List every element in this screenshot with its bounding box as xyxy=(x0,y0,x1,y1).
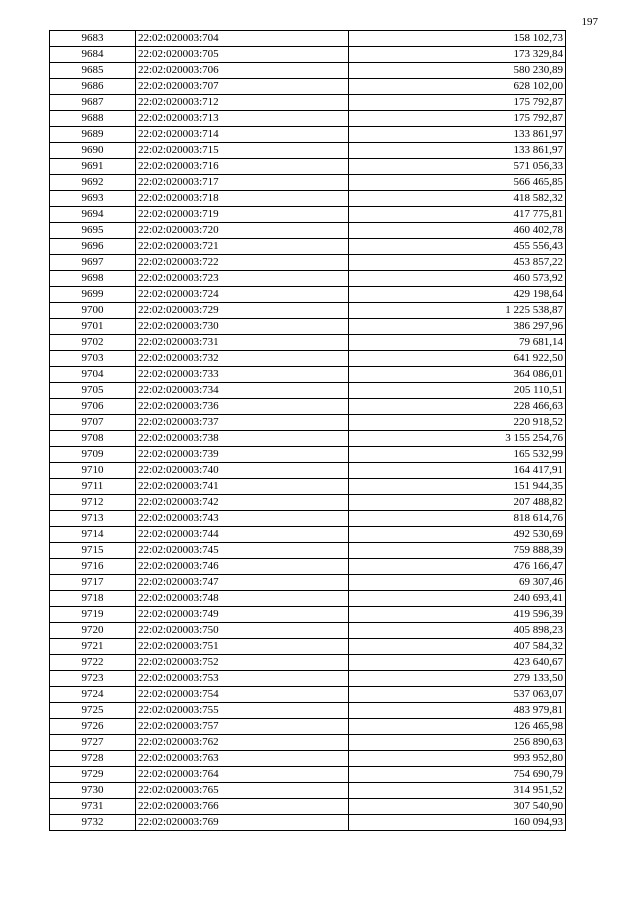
row-number-cell: 9699 xyxy=(50,287,136,303)
table-row xyxy=(50,383,566,399)
cadastral-value-cell: 160 094,93 xyxy=(349,815,566,831)
cadastral-value-cell: 175 792,87 xyxy=(349,95,566,111)
cadastral-number-cell: 22:02:020003:749 xyxy=(136,607,349,623)
row-number-cell: 9686 xyxy=(50,79,136,95)
cadastral-value-cell: 3 155 254,76 xyxy=(349,431,566,447)
row-number-cell: 9703 xyxy=(50,351,136,367)
cadastral-number-cell: 22:02:020003:730 xyxy=(136,319,349,335)
cadastral-number-cell: 22:02:020003:729 xyxy=(136,303,349,319)
row-number-cell: 9730 xyxy=(50,783,136,799)
cadastral-number-cell: 22:02:020003:722 xyxy=(136,255,349,271)
row-number-cell: 9707 xyxy=(50,415,136,431)
cadastral-value-cell: 69 307,46 xyxy=(349,575,566,591)
cadastral-number-cell: 22:02:020003:736 xyxy=(136,399,349,415)
cadastral-number-cell: 22:02:020003:731 xyxy=(136,335,349,351)
cadastral-number-cell: 22:02:020003:732 xyxy=(136,351,349,367)
row-number-cell: 9702 xyxy=(50,335,136,351)
row-number-cell: 9713 xyxy=(50,511,136,527)
cadastral-value-cell: 423 640,67 xyxy=(349,655,566,671)
row-number-cell: 9729 xyxy=(50,767,136,783)
cadastral-value-cell: 1 225 538,87 xyxy=(349,303,566,319)
table-row xyxy=(50,799,566,815)
cadastral-value-cell: 993 952,80 xyxy=(349,751,566,767)
table-row xyxy=(50,79,566,95)
cadastral-number-cell: 22:02:020003:714 xyxy=(136,127,349,143)
row-number-cell: 9724 xyxy=(50,687,136,703)
cadastral-value-cell: 483 979,81 xyxy=(349,703,566,719)
cadastral-number-cell: 22:02:020003:721 xyxy=(136,239,349,255)
row-number-cell: 9714 xyxy=(50,527,136,543)
cadastral-value-cell: 628 102,00 xyxy=(349,79,566,95)
row-number-cell: 9693 xyxy=(50,191,136,207)
table-row xyxy=(50,703,566,719)
row-number-cell: 9711 xyxy=(50,479,136,495)
row-number-cell: 9727 xyxy=(50,735,136,751)
cadastral-number-cell: 22:02:020003:739 xyxy=(136,447,349,463)
cadastral-value-cell: 133 861,97 xyxy=(349,143,566,159)
cadastral-value-cell: 364 086,01 xyxy=(349,367,566,383)
cadastral-value-cell: 256 890,63 xyxy=(349,735,566,751)
table-row xyxy=(50,559,566,575)
cadastral-number-cell: 22:02:020003:743 xyxy=(136,511,349,527)
cadastral-value-cell: 314 951,52 xyxy=(349,783,566,799)
cadastral-number-cell: 22:02:020003:719 xyxy=(136,207,349,223)
cadastral-number-cell: 22:02:020003:763 xyxy=(136,751,349,767)
table-row xyxy=(50,719,566,735)
row-number-cell: 9718 xyxy=(50,591,136,607)
table-row xyxy=(50,303,566,319)
cadastral-number-cell: 22:02:020003:742 xyxy=(136,495,349,511)
table-row xyxy=(50,735,566,751)
page-number: 197 xyxy=(581,16,598,28)
table-row xyxy=(50,367,566,383)
table-row xyxy=(50,607,566,623)
cadastral-value-cell: 220 918,52 xyxy=(349,415,566,431)
table-row xyxy=(50,287,566,303)
cadastral-value-cell: 228 466,63 xyxy=(349,399,566,415)
cadastral-value-cell: 460 402,78 xyxy=(349,223,566,239)
row-number-cell: 9725 xyxy=(50,703,136,719)
cadastral-value-cell: 407 584,32 xyxy=(349,639,566,655)
row-number-cell: 9712 xyxy=(50,495,136,511)
cadastral-value-cell: 279 133,50 xyxy=(349,671,566,687)
cadastral-number-cell: 22:02:020003:746 xyxy=(136,559,349,575)
table-row xyxy=(50,511,566,527)
table-body xyxy=(50,31,566,831)
cadastral-number-cell: 22:02:020003:751 xyxy=(136,639,349,655)
row-number-cell: 9728 xyxy=(50,751,136,767)
cadastral-number-cell: 22:02:020003:737 xyxy=(136,415,349,431)
row-number-cell: 9692 xyxy=(50,175,136,191)
cadastral-number-cell: 22:02:020003:740 xyxy=(136,463,349,479)
row-number-cell: 9704 xyxy=(50,367,136,383)
table-row xyxy=(50,751,566,767)
row-number-cell: 9717 xyxy=(50,575,136,591)
cadastral-number-cell: 22:02:020003:752 xyxy=(136,655,349,671)
cadastral-number-cell: 22:02:020003:718 xyxy=(136,191,349,207)
cadastral-number-cell: 22:02:020003:713 xyxy=(136,111,349,127)
row-number-cell: 9690 xyxy=(50,143,136,159)
cadastral-value-cell: 175 792,87 xyxy=(349,111,566,127)
cadastral-number-cell: 22:02:020003:715 xyxy=(136,143,349,159)
row-number-cell: 9716 xyxy=(50,559,136,575)
cadastral-value-cell: 419 596,39 xyxy=(349,607,566,623)
cadastral-number-cell: 22:02:020003:754 xyxy=(136,687,349,703)
cadastral-number-cell: 22:02:020003:741 xyxy=(136,479,349,495)
cadastral-value-cell: 165 532,99 xyxy=(349,447,566,463)
row-number-cell: 9721 xyxy=(50,639,136,655)
table-row xyxy=(50,767,566,783)
cadastral-number-cell: 22:02:020003:744 xyxy=(136,527,349,543)
table-row xyxy=(50,239,566,255)
table-row xyxy=(50,111,566,127)
table-row xyxy=(50,159,566,175)
cadastral-value-cell: 405 898,23 xyxy=(349,623,566,639)
cadastral-number-cell: 22:02:020003:704 xyxy=(136,31,349,47)
cadastral-number-cell: 22:02:020003:707 xyxy=(136,79,349,95)
cadastral-number-cell: 22:02:020003:755 xyxy=(136,703,349,719)
cadastral-number-cell: 22:02:020003:748 xyxy=(136,591,349,607)
cadastral-number-cell: 22:02:020003:734 xyxy=(136,383,349,399)
row-number-cell: 9720 xyxy=(50,623,136,639)
cadastral-number-cell: 22:02:020003:769 xyxy=(136,815,349,831)
cadastral-number-cell: 22:02:020003:705 xyxy=(136,47,349,63)
cadastral-value-cell: 126 465,98 xyxy=(349,719,566,735)
table-row xyxy=(50,271,566,287)
table-row xyxy=(50,319,566,335)
cadastral-value-cell: 476 166,47 xyxy=(349,559,566,575)
cadastral-number-cell: 22:02:020003:712 xyxy=(136,95,349,111)
cadastral-value-cell: 173 329,84 xyxy=(349,47,566,63)
cadastral-number-cell: 22:02:020003:720 xyxy=(136,223,349,239)
table-row xyxy=(50,591,566,607)
table-row xyxy=(50,495,566,511)
row-number-cell: 9688 xyxy=(50,111,136,127)
table-row xyxy=(50,95,566,111)
table-row xyxy=(50,47,566,63)
table-row xyxy=(50,687,566,703)
table-row xyxy=(50,575,566,591)
table-row xyxy=(50,415,566,431)
row-number-cell: 9696 xyxy=(50,239,136,255)
row-number-cell: 9705 xyxy=(50,383,136,399)
cadastral-number-cell: 22:02:020003:762 xyxy=(136,735,349,751)
table-row xyxy=(50,623,566,639)
table-row xyxy=(50,783,566,799)
cadastral-value-cell: 455 556,43 xyxy=(349,239,566,255)
row-number-cell: 9706 xyxy=(50,399,136,415)
table-row xyxy=(50,31,566,47)
cadastral-number-cell: 22:02:020003:717 xyxy=(136,175,349,191)
table-row xyxy=(50,143,566,159)
cadastral-number-cell: 22:02:020003:765 xyxy=(136,783,349,799)
row-number-cell: 9700 xyxy=(50,303,136,319)
cadastral-number-cell: 22:02:020003:745 xyxy=(136,543,349,559)
table-row xyxy=(50,655,566,671)
cadastral-number-cell: 22:02:020003:766 xyxy=(136,799,349,815)
cadastral-value-cell: 641 922,50 xyxy=(349,351,566,367)
cadastral-number-cell: 22:02:020003:753 xyxy=(136,671,349,687)
row-number-cell: 9708 xyxy=(50,431,136,447)
cadastral-value-cell: 158 102,73 xyxy=(349,31,566,47)
cadastral-number-cell: 22:02:020003:706 xyxy=(136,63,349,79)
table-row xyxy=(50,479,566,495)
cadastral-value-cell: 580 230,89 xyxy=(349,63,566,79)
cadastral-value-cell: 754 690,79 xyxy=(349,767,566,783)
cadastral-value-cell: 492 530,69 xyxy=(349,527,566,543)
cadastral-value-table xyxy=(49,30,566,831)
cadastral-value-cell: 429 198,64 xyxy=(349,287,566,303)
cadastral-number-cell: 22:02:020003:724 xyxy=(136,287,349,303)
table-row xyxy=(50,431,566,447)
table-row xyxy=(50,223,566,239)
cadastral-value-cell: 307 540,90 xyxy=(349,799,566,815)
cadastral-value-cell: 164 417,91 xyxy=(349,463,566,479)
cadastral-value-cell: 151 944,35 xyxy=(349,479,566,495)
table-row xyxy=(50,447,566,463)
row-number-cell: 9731 xyxy=(50,799,136,815)
table-row xyxy=(50,207,566,223)
row-number-cell: 9691 xyxy=(50,159,136,175)
cadastral-number-cell: 22:02:020003:723 xyxy=(136,271,349,287)
row-number-cell: 9715 xyxy=(50,543,136,559)
cadastral-value-cell: 566 465,85 xyxy=(349,175,566,191)
row-number-cell: 9689 xyxy=(50,127,136,143)
table-row xyxy=(50,815,566,831)
table-row xyxy=(50,63,566,79)
cadastral-number-cell: 22:02:020003:750 xyxy=(136,623,349,639)
table-row xyxy=(50,175,566,191)
cadastral-number-cell: 22:02:020003:764 xyxy=(136,767,349,783)
cadastral-number-cell: 22:02:020003:733 xyxy=(136,367,349,383)
table-row xyxy=(50,463,566,479)
row-number-cell: 9695 xyxy=(50,223,136,239)
cadastral-value-cell: 240 693,41 xyxy=(349,591,566,607)
cadastral-value-cell: 417 775,81 xyxy=(349,207,566,223)
cadastral-number-cell: 22:02:020003:747 xyxy=(136,575,349,591)
cadastral-value-cell: 133 861,97 xyxy=(349,127,566,143)
table-row xyxy=(50,543,566,559)
cadastral-value-cell: 759 888,39 xyxy=(349,543,566,559)
row-number-cell: 9723 xyxy=(50,671,136,687)
row-number-cell: 9710 xyxy=(50,463,136,479)
cadastral-number-cell: 22:02:020003:738 xyxy=(136,431,349,447)
table-row xyxy=(50,335,566,351)
table-row xyxy=(50,639,566,655)
cadastral-value-cell: 418 582,32 xyxy=(349,191,566,207)
row-number-cell: 9719 xyxy=(50,607,136,623)
row-number-cell: 9709 xyxy=(50,447,136,463)
table-row xyxy=(50,671,566,687)
row-number-cell: 9684 xyxy=(50,47,136,63)
table-row xyxy=(50,351,566,367)
cadastral-value-cell: 207 488,82 xyxy=(349,495,566,511)
row-number-cell: 9685 xyxy=(50,63,136,79)
cadastral-value-cell: 453 857,22 xyxy=(349,255,566,271)
row-number-cell: 9698 xyxy=(50,271,136,287)
cadastral-value-cell: 571 056,33 xyxy=(349,159,566,175)
table-row xyxy=(50,127,566,143)
row-number-cell: 9694 xyxy=(50,207,136,223)
cadastral-value-cell: 205 110,51 xyxy=(349,383,566,399)
table-row xyxy=(50,527,566,543)
row-number-cell: 9697 xyxy=(50,255,136,271)
cadastral-value-cell: 386 297,96 xyxy=(349,319,566,335)
cadastral-number-cell: 22:02:020003:757 xyxy=(136,719,349,735)
cadastral-number-cell: 22:02:020003:716 xyxy=(136,159,349,175)
row-number-cell: 9683 xyxy=(50,31,136,47)
cadastral-value-cell: 537 063,07 xyxy=(349,687,566,703)
cadastral-value-cell: 460 573,92 xyxy=(349,271,566,287)
cadastral-value-cell: 79 681,14 xyxy=(349,335,566,351)
row-number-cell: 9726 xyxy=(50,719,136,735)
table-row xyxy=(50,191,566,207)
row-number-cell: 9732 xyxy=(50,815,136,831)
row-number-cell: 9722 xyxy=(50,655,136,671)
row-number-cell: 9687 xyxy=(50,95,136,111)
row-number-cell: 9701 xyxy=(50,319,136,335)
table-row xyxy=(50,255,566,271)
table-row xyxy=(50,399,566,415)
cadastral-value-cell: 818 614,76 xyxy=(349,511,566,527)
